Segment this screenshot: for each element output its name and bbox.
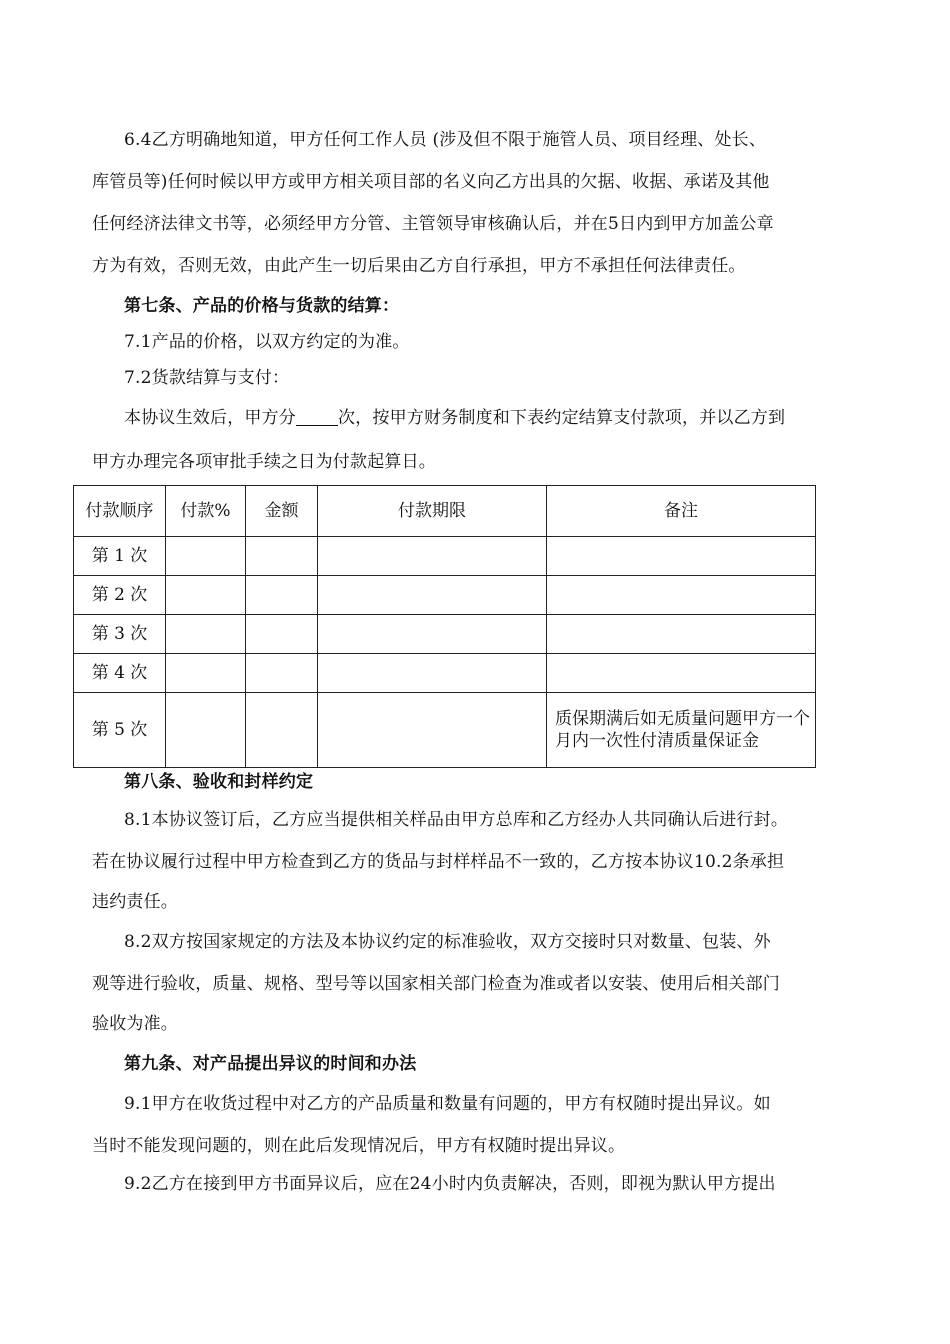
paragraph-9-2-line-1: 9.2乙方在接到甲方书面异议后，应在24小时内负责解决，否则，即视为默认甲方提出 xyxy=(124,1174,776,1194)
cell-amount xyxy=(246,654,318,693)
article-7-heading: 第七条、产品的价格与货款的结算： xyxy=(124,296,400,316)
table-row xyxy=(74,654,816,693)
paragraph-9-1-line-2: 当时不能发现问题的，则在此后发现情况后，甲方有权随时提出异议。 xyxy=(92,1136,626,1156)
paragraph-8-1-line-3: 违约责任。 xyxy=(92,892,178,912)
cell-percent xyxy=(166,576,246,615)
cell-remarks xyxy=(547,615,816,654)
cell-deadline xyxy=(318,654,547,693)
paragraph-8-2-line-3: 验收为准。 xyxy=(92,1014,178,1034)
cell-amount xyxy=(246,576,318,615)
cell-remarks xyxy=(547,537,816,576)
header-order: 付款顺序 xyxy=(74,486,166,537)
cell-deadline xyxy=(318,576,547,615)
header-deadline: 付款期限 xyxy=(318,486,547,537)
paragraph-7-3-after: 次，按甲方财务制度和下表约定结算支付款项，并以乙方到 xyxy=(338,408,786,428)
cell-order: 第 5 次 xyxy=(74,693,166,768)
paragraph-8-2-line-1: 8.2双方按国家规定的方法及本协议约定的标准验收，双方交接时只对数量、包装、外 xyxy=(124,932,771,952)
paragraph-9-1-line-1: 9.1甲方在收货过程中对乙方的产品质量和数量有问题的，甲方有权随时提出异议。如 xyxy=(124,1094,771,1114)
cell-percent xyxy=(166,615,246,654)
article-8-heading: 第八条、验收和封样约定 xyxy=(124,772,314,792)
paragraph-6-4-line-4: 方为有效，否则无效，由此产生一切后果由乙方自行承担，甲方不承担任何法律责任。 xyxy=(92,256,746,276)
article-9-heading: 第九条、对产品提出异议的时间和办法 xyxy=(124,1054,417,1074)
table-row xyxy=(74,537,816,576)
header-remarks: 备注 xyxy=(547,486,816,537)
paragraph-8-2-line-2: 观等进行验收，质量、规格、型号等以国家相关部门检查为准或者以安装、使用后相关部门 xyxy=(92,974,780,994)
cell-percent xyxy=(166,654,246,693)
paragraph-8-1-line-1: 8.1本协议签订后，乙方应当提供相关样品由甲方总库和乙方经办人共同确认后进行封。 xyxy=(124,810,789,830)
paragraph-6-4-line-3: 任何经济法律文书等，必须经甲方分管、主管领导审核确认后，并在5日内到甲方加盖公章 xyxy=(92,214,774,234)
installment-count-blank xyxy=(296,407,338,426)
cell-amount xyxy=(246,615,318,654)
cell-deadline xyxy=(318,615,547,654)
cell-remarks xyxy=(547,654,816,693)
table-row xyxy=(74,615,816,654)
paragraph-6-4-line-2: 库管员等)任何时候以甲方或甲方相关项目部的名义向乙方出具的欠据、收据、承诺及其他 xyxy=(92,172,770,192)
paragraph-8-1-line-2: 若在协议履行过程中甲方检查到乙方的货品与封样样品不一致的，乙方按本协议10.2条承担 xyxy=(92,852,785,872)
paragraph-7-3-line-2: 甲方办理完各项审批手续之日为付款起算日。 xyxy=(92,452,436,472)
cell-order: 第 1 次 xyxy=(74,537,166,576)
cell-order: 第 3 次 xyxy=(74,615,166,654)
cell-remarks xyxy=(547,576,816,615)
paragraph-7-3-line-1 xyxy=(124,406,785,430)
cell-remarks: 质保期满后如无质量问题甲方一个月内一次性付清质量保证金 xyxy=(547,693,816,768)
table-header-row xyxy=(74,486,816,537)
header-amount: 金额 xyxy=(246,486,318,537)
table-row xyxy=(74,693,816,768)
cell-deadline xyxy=(318,693,547,768)
paragraph-7-2: 7.2货款结算与支付： xyxy=(124,368,290,388)
cell-amount xyxy=(246,537,318,576)
cell-percent xyxy=(166,693,246,768)
cell-order: 第 2 次 xyxy=(74,576,166,615)
paragraph-7-3-before: 本协议生效后，甲方分 xyxy=(124,408,296,428)
header-percent: 付款% xyxy=(166,486,246,537)
cell-deadline xyxy=(318,537,547,576)
cell-percent xyxy=(166,537,246,576)
paragraph-7-1: 7.1产品的价格，以双方约定的为准。 xyxy=(124,332,410,352)
table-row xyxy=(74,576,816,615)
paragraph-6-4-line-1: 6.4乙方明确地知道，甲方任何工作人员 (涉及但不限于施管人员、项目经理、处长、 xyxy=(124,130,767,150)
cell-order: 第 4 次 xyxy=(74,654,166,693)
cell-amount xyxy=(246,693,318,768)
payment-schedule-table xyxy=(73,485,816,768)
